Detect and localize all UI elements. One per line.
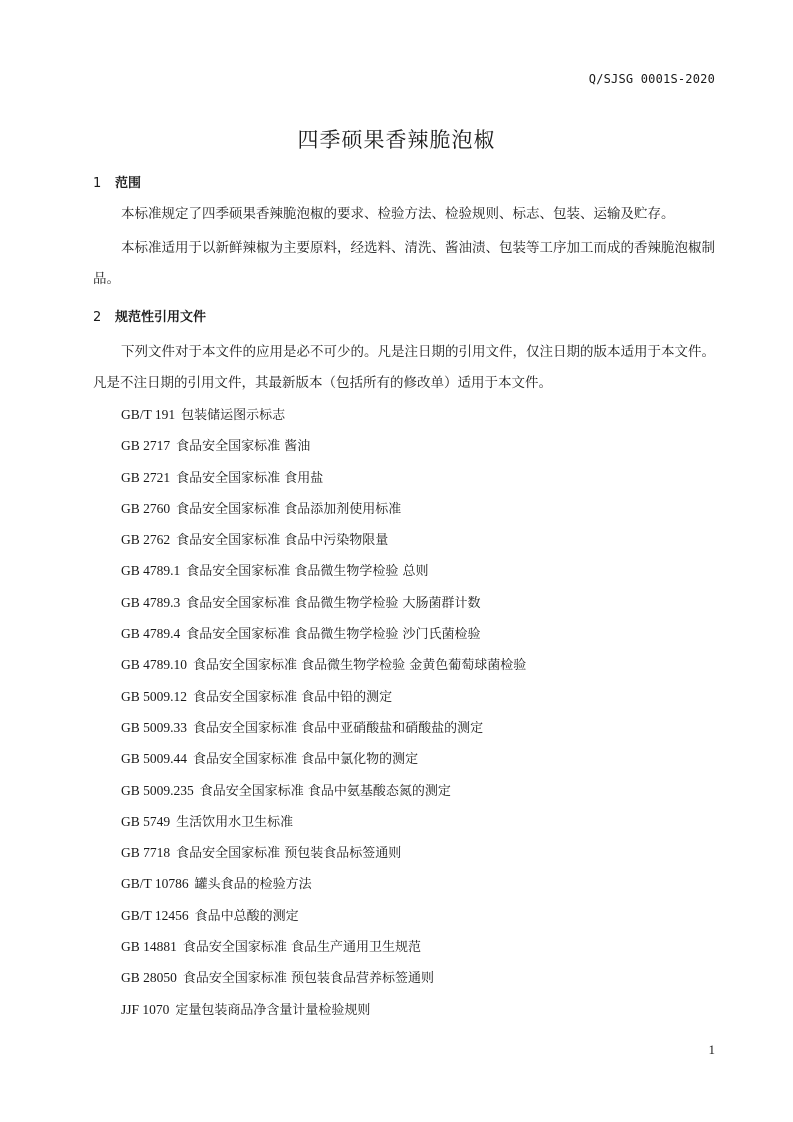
reference-item xyxy=(121,649,526,680)
reference-item xyxy=(121,430,526,461)
reference-title: 食品安全国家标准 食品中氨基酸态氮的测定 xyxy=(199,783,451,799)
section-title: 规范性引用文件 xyxy=(115,310,207,325)
reference-title: 食品安全国家标准 食品中污染物限量 xyxy=(176,533,389,549)
reference-title: 食品安全国家标准 食品中铅的测定 xyxy=(193,689,393,705)
reference-title: 食品安全国家标准 食用盐 xyxy=(176,470,324,486)
reference-item xyxy=(121,962,526,993)
section-number: 1 xyxy=(93,176,102,191)
paragraph xyxy=(93,233,715,295)
paragraph-text: 本标准规定了四季硕果香辣脆泡椒的要求、检验方法、检验规则、标志、包装、运输及贮存。 xyxy=(121,206,675,222)
reference-title: 食品安全国家标准 食品微生物学检验 总则 xyxy=(186,564,429,580)
reference-item xyxy=(121,524,526,555)
reference-code: GB/T 191 xyxy=(121,407,176,422)
document-title: 四季硕果香辣脆泡椒 xyxy=(297,128,496,152)
section-heading-normative-references xyxy=(93,306,206,325)
section-title: 范围 xyxy=(115,176,142,191)
reference-item xyxy=(121,743,526,774)
reference-code: GB 2721 xyxy=(121,469,171,485)
reference-title: 罐头食品的检验方法 xyxy=(194,877,312,893)
reference-title: 食品安全国家标准 预包装食品标签通则 xyxy=(176,846,402,862)
paragraph-text: 下列文件对于本文件的应用是必不可少的。凡是注日期的引用文件，仅注日期的版本适用于本文件。凡是不注日期的引用文件，其最新版本（包括所有的修改单）适用于本文件。 xyxy=(93,344,715,391)
reference-code: GB 4789.10 xyxy=(121,657,188,673)
reference-code: JJF 1070 xyxy=(121,1001,170,1017)
reference-code: GB/T 10786 xyxy=(121,876,189,892)
reference-code: GB 2760 xyxy=(121,500,171,516)
reference-code: GB/T 12456 xyxy=(121,907,189,923)
document-code: Q/SJSG 0001S-2020 xyxy=(588,72,715,86)
reference-code: GB 7718 xyxy=(121,845,171,861)
reference-item xyxy=(121,994,526,1025)
paragraph xyxy=(93,199,715,230)
section-heading-scope xyxy=(93,172,141,191)
reference-title: 食品安全国家标准 食品微生物学检验 大肠菌群计数 xyxy=(186,595,481,611)
reference-code: GB 4789.3 xyxy=(121,594,181,610)
reference-code: GB 5749 xyxy=(121,813,171,829)
reference-title: 食品安全国家标准 食品中氯化物的测定 xyxy=(193,752,419,768)
reference-item xyxy=(121,712,526,743)
reference-title: 食品中总酸的测定 xyxy=(194,908,299,924)
reference-item xyxy=(121,806,526,837)
reference-list xyxy=(121,399,526,1025)
reference-code: GB 2762 xyxy=(121,532,171,548)
reference-item xyxy=(121,775,526,806)
reference-item xyxy=(121,399,526,430)
reference-title: 食品安全国家标准 预包装食品营养标签通则 xyxy=(182,971,435,987)
reference-title: 定量包装商品净含量计量检验规则 xyxy=(175,1002,371,1018)
reference-item xyxy=(121,462,526,493)
reference-code: GB 2717 xyxy=(121,438,171,454)
reference-item xyxy=(121,618,526,649)
reference-code: GB 5009.33 xyxy=(121,719,188,735)
paragraph xyxy=(93,337,715,399)
reference-title: 食品安全国家标准 食品添加剂使用标准 xyxy=(176,501,402,517)
section-number: 2 xyxy=(93,310,102,325)
reference-title: 食品安全国家标准 食品微生物学检验 沙门氏菌检验 xyxy=(186,627,481,643)
reference-item xyxy=(121,931,526,962)
reference-code: GB 5009.235 xyxy=(121,782,194,798)
reference-title: 食品安全国家标准 食品中亚硝酸盐和硝酸盐的测定 xyxy=(193,720,484,736)
reference-item xyxy=(121,837,526,868)
reference-item xyxy=(121,900,526,931)
reference-code: GB 5009.44 xyxy=(121,751,188,767)
reference-title: 食品安全国家标准 食品生产通用卫生规范 xyxy=(182,940,422,956)
reference-title: 食品安全国家标准 酱油 xyxy=(176,439,311,455)
paragraph-text: 本标准适用于以新鲜辣椒为主要原料，经选料、清洗、酱油渍、包装等工序加工而成的香辣脆泡椒制品。 xyxy=(93,240,715,287)
reference-item xyxy=(121,868,526,899)
reference-code: GB 4789.4 xyxy=(121,626,181,642)
reference-code: GB 5009.12 xyxy=(121,688,188,704)
reference-code: GB 4789.1 xyxy=(121,563,181,579)
reference-code: GB 14881 xyxy=(121,939,177,955)
reference-title: 食品安全国家标准 食品微生物学检验 金黄色葡萄球菌检验 xyxy=(193,658,527,674)
reference-code: GB 28050 xyxy=(121,970,177,986)
reference-title: 生活饮用水卫生标准 xyxy=(176,814,294,830)
reference-item xyxy=(121,555,526,586)
reference-item xyxy=(121,493,526,524)
reference-item xyxy=(121,587,526,618)
reference-title: 包装储运图示标志 xyxy=(181,408,286,423)
page-number: 1 xyxy=(708,1042,715,1057)
reference-item xyxy=(121,681,526,712)
